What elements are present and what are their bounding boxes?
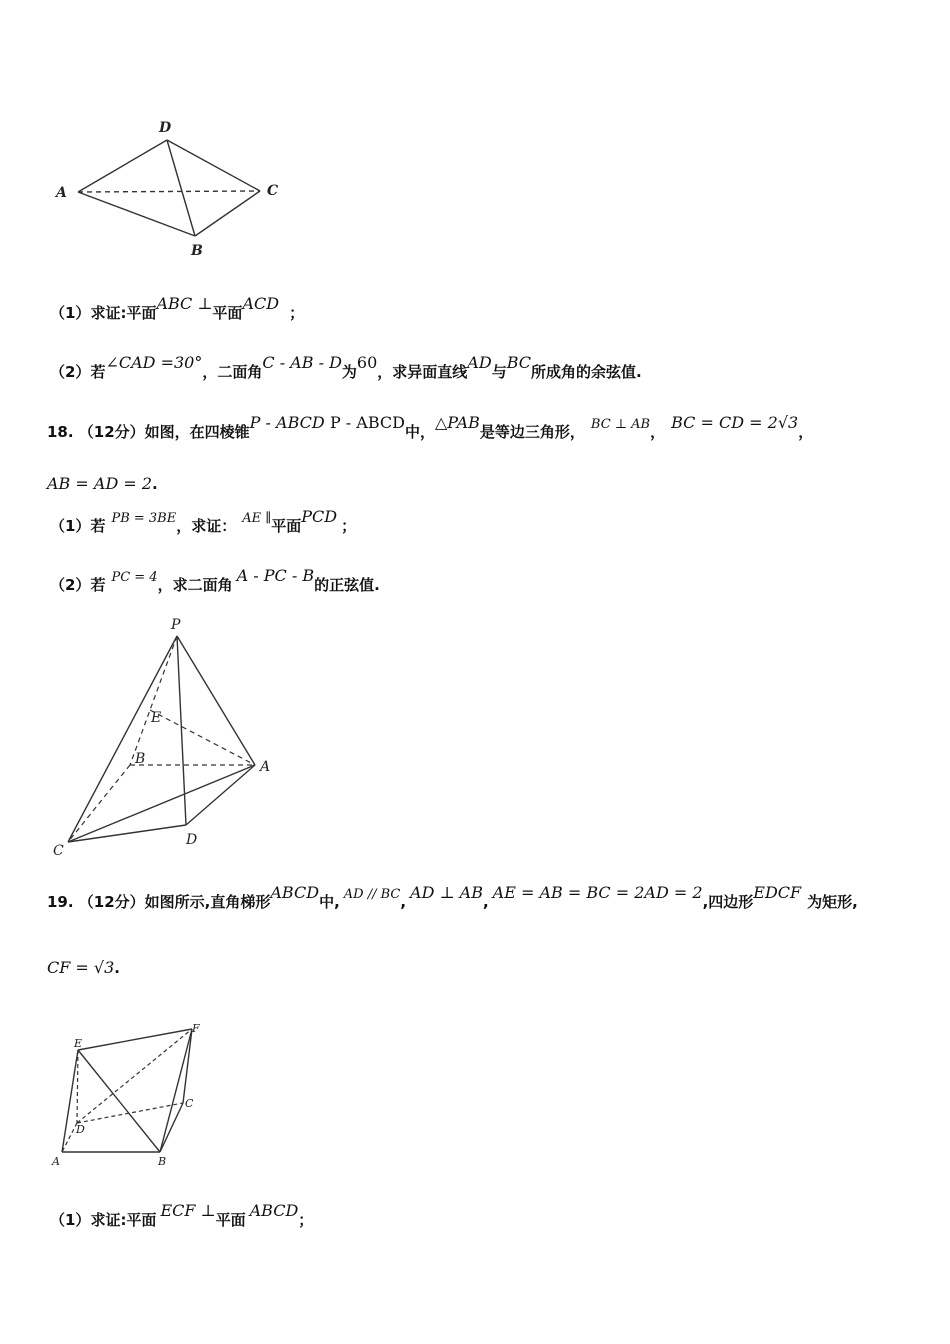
label-D: D xyxy=(159,120,172,136)
edge-DC xyxy=(167,140,260,191)
problem-19-statement-cont: CF = √3. xyxy=(47,958,120,977)
label-F: F xyxy=(192,1022,200,1035)
label-D: D xyxy=(186,832,198,848)
edge-AB xyxy=(78,192,195,236)
edge-FC xyxy=(183,1029,192,1103)
problem-17-part-1: （1）求证:平面ABC ⊥平面ACD ； xyxy=(50,294,305,322)
edge-FB xyxy=(160,1029,192,1152)
label-A: A xyxy=(260,759,271,775)
problem-19-statement: 19. （12分）如图所示,直角梯形ABCD中, AD // BC, AD ⊥ AB, AE = AB = BC = 2AD = 2,四边形EDCF 为矩形, xyxy=(47,883,858,911)
edge-PC xyxy=(68,636,177,842)
problem-18-part-1: （1）若 PB = 3BE，求证： AE ∥平面PCD ； xyxy=(50,507,357,535)
edge-BC xyxy=(195,191,260,236)
edge-PB-hidden xyxy=(130,636,177,765)
edge-DB xyxy=(167,140,195,236)
problem-19-part-1: （1）求证:平面 ECF ⊥平面 ABCD； xyxy=(50,1201,314,1229)
label-A: A xyxy=(56,185,67,201)
problem-17-part-2: （2）若∠CAD =30°，二面角C - AB - D为60，求异面直线AD与BC所成角的余弦值. xyxy=(50,353,642,381)
label-B: B xyxy=(135,751,146,767)
figure-2-pyramid xyxy=(40,610,300,870)
label-B: B xyxy=(158,1155,167,1168)
edge-CA xyxy=(68,765,255,842)
edge-ED-hidden xyxy=(77,1050,78,1123)
label-E: E xyxy=(74,1037,83,1050)
problem-18-statement: 18. （12分）如图，在四棱锥P - ABCD P - ABCD中，△PAB是等边三角形， BC ⊥ AB， BC = CD = 2√3， xyxy=(47,413,814,441)
edge-DC-hidden xyxy=(77,1103,183,1123)
problem-18-part-2: （2）若 PC = 4，求二面角 A - PC - B的正弦值. xyxy=(50,566,380,594)
edge-AC-hidden xyxy=(78,191,260,192)
edge-AD xyxy=(78,140,167,192)
label-C: C xyxy=(53,843,64,859)
label-P: P xyxy=(171,617,181,633)
edge-CD xyxy=(68,825,186,842)
edge-PA xyxy=(177,636,255,765)
problem-18-statement-cont: AB = AD = 2. xyxy=(47,474,158,493)
label-C: C xyxy=(267,183,279,199)
label-B: B xyxy=(191,243,203,259)
figure-1-tetrahedron xyxy=(40,115,300,265)
edge-DA xyxy=(186,765,255,825)
label-E: E xyxy=(151,710,162,726)
label-A: A xyxy=(52,1155,60,1168)
edge-EA-hidden xyxy=(150,710,255,765)
edge-DF-hidden xyxy=(77,1029,192,1123)
edge-BC-hidden xyxy=(68,765,130,842)
edge-EF xyxy=(78,1029,192,1050)
label-D: D xyxy=(76,1123,85,1136)
figure-3-trapezoid-rectangle xyxy=(40,1015,240,1175)
label-C: C xyxy=(185,1097,194,1110)
